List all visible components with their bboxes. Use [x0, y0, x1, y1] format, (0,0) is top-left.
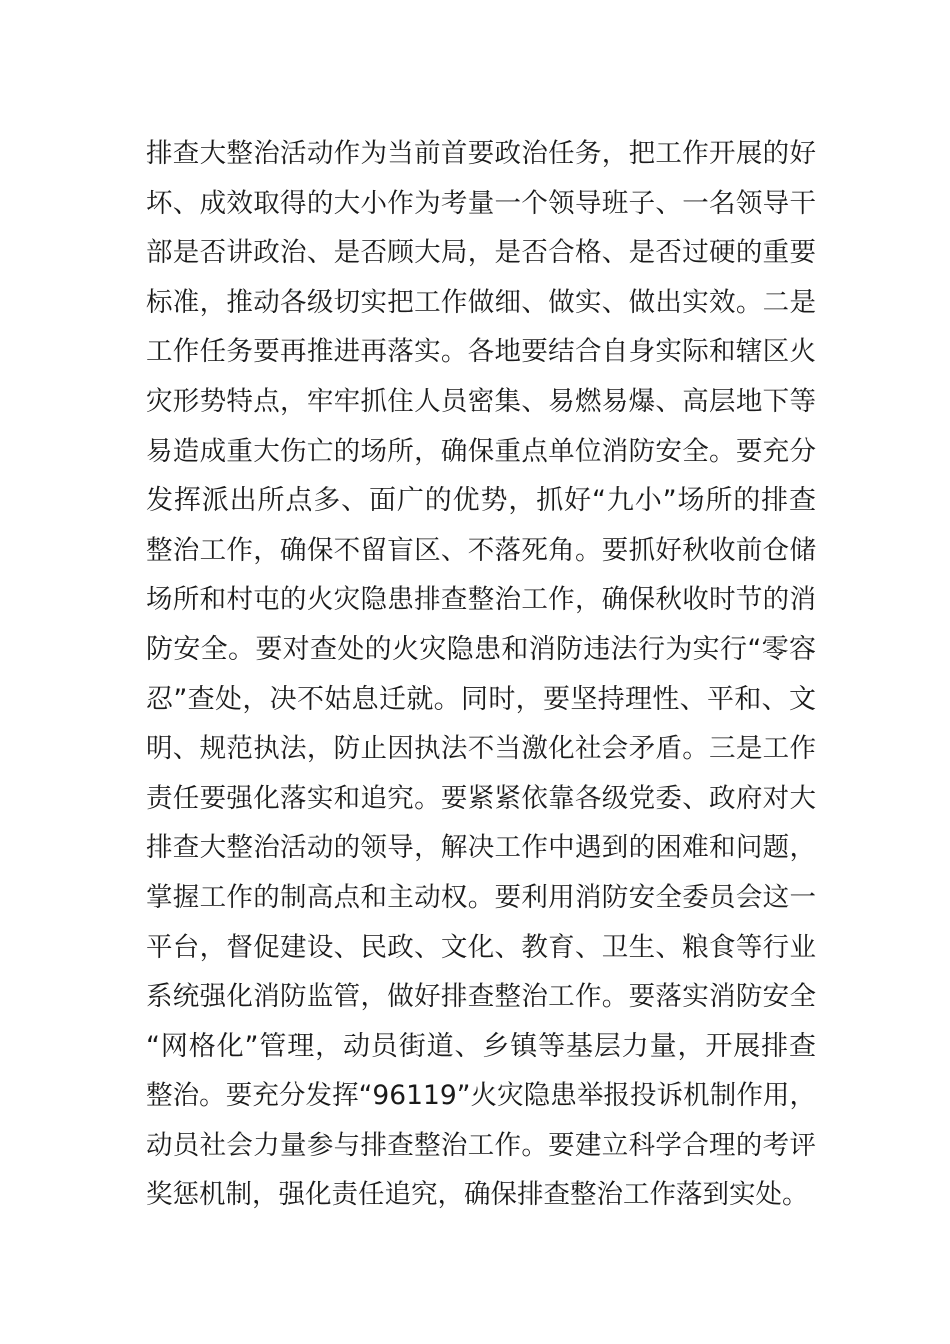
text-line-last: 奖惩机制，强化责任追究，确保排查整治工作落到实处。 — [146, 1179, 809, 1211]
text-line: “网格化”管理，动员街道、乡镇等基层力量，开展排查 — [146, 1030, 816, 1062]
text-line: 明、规范执法，防止因执法不当激化社会矛盾。三是工作 — [146, 733, 816, 765]
text-line: 坏、成效取得的大小作为考量一个领导班子、一名领导干 — [146, 187, 816, 219]
text-line: 防安全。要对查处的火灾隐患和消防违法行为实行“零容 — [146, 633, 816, 665]
text-line: 场所和村屯的火灾隐患排查整治工作，确保秋收时节的消 — [146, 584, 816, 616]
text-line: 标准，推动各级切实把工作做细、做实、做出实效。二是 — [146, 286, 816, 318]
text-line: 责任要强化落实和追究。要紧紧依靠各级党委、政府对大 — [146, 782, 816, 814]
body-text — [146, 129, 816, 1220]
text-line: 灾形势特点，牢牢抓住人员密集、易燃易爆、高层地下等 — [146, 385, 816, 417]
text-line: 排查大整治活动作为当前首要政治任务，把工作开展的好 — [146, 138, 816, 169]
text-line: 易造成重大伤亡的场所，确保重点单位消防安全。要充分 — [146, 435, 816, 467]
text-line: 整治工作，确保不留盲区、不落死角。要抓好秋收前仓储 — [146, 534, 816, 566]
text-line: 整治。要充分发挥“96119”火灾隐患举报投诉机制作用， — [146, 1080, 816, 1112]
text-line: 掌握工作的制高点和主动权。要利用消防安全委员会这一 — [146, 881, 816, 913]
text-line: 平台，督促建设、民政、文化、教育、卫生、粮食等行业 — [146, 931, 816, 963]
text-line: 动员社会力量参与排查整治工作。要建立科学合理的考评 — [146, 1129, 816, 1161]
text-line: 忍”查处，决不姑息迁就。同时，要坚持理性、平和、文 — [146, 683, 816, 715]
text-line: 排查大整治活动的领导，解决工作中遇到的困难和问题， — [146, 832, 816, 864]
text-line: 发挥派出所点多、面广的优势，抓好“九小”场所的排查 — [146, 485, 816, 517]
text-line: 系统强化消防监管，做好排查整治工作。要落实消防安全 — [146, 981, 816, 1013]
text-line: 部是否讲政治、是否顾大局，是否合格、是否过硬的重要 — [146, 237, 816, 269]
text-line: 工作任务要再推进再落实。各地要结合自身实际和辖区火 — [146, 336, 816, 368]
